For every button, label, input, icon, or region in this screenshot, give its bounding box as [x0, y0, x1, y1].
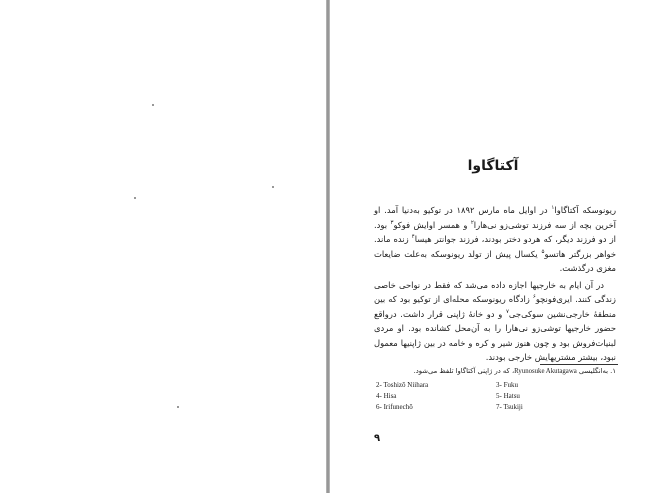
text-segment: ریونوسکه آکتاگاوا [554, 205, 616, 215]
text-segment: و دو خانهٔ ژاپنی قرار داشت. درواقع حضور خارجیها توشی‌زو نی‌هارا را به آن‌محل کشانده بود. او مردی لبنیات‌فروش بود و چون هنوز شیر و کره و خامه در بین ژاپنیها معمول نبود، بیشتر مشتریهایش خارجی بودند. [374, 308, 616, 362]
chapter-title: آکتاگاوا [467, 158, 519, 174]
footnote-1-suffix: ، که در ژاپنی آکتاگاوا تلفظ می‌شود. [413, 367, 515, 375]
footnote-ref-2: ۲ [470, 219, 474, 226]
text-segment: بود. از دو فرزند دیگر، که هردو دختر بودند، فرزند جوانتر هیسا [374, 219, 616, 244]
right-page [330, 0, 656, 493]
footnote-list [376, 380, 606, 413]
footnote-ref-3: ۳ [390, 219, 394, 226]
left-page-blank [0, 0, 326, 493]
text-segment: در اوایل ماه مارس ۱۸۹۲ در توکیو به‌دنیا آمد. او آخرین بچه از سه فرزند توشی‌زو نی‌هارا [374, 205, 616, 230]
footnote-ref-6: ۶ [532, 294, 536, 301]
footnote-ref-7: ۷ [505, 308, 509, 315]
footnote-item: 4- Hisa [376, 392, 397, 400]
text-segment: و همسر اوایش فوکو [393, 219, 471, 230]
text-segment: زنده ماند. خواهر بزرگتر هاتسو [374, 234, 616, 259]
page-number: ۹ [374, 433, 381, 444]
page-speck [177, 406, 179, 408]
footnote-item: 6- Irifunechō [376, 403, 413, 411]
body-text [374, 203, 616, 365]
footnote-ref-4: ۴ [411, 234, 415, 241]
text-segment: زادگاه ریونوسکه محله‌ای از توکیو بود که بین منطقهٔ خارجی‌نشین سوکی‌جی [374, 294, 616, 319]
paragraph-2 [374, 278, 616, 365]
footnote-item: 7- Tsukiji [496, 403, 523, 411]
footnote-item: 2- Toshizō Niihara [376, 381, 429, 389]
footnote-1-latin: Ryunosuke Akutagawa [514, 368, 577, 375]
footnote-divider [540, 364, 618, 365]
footnote-ref-5: ۵ [541, 248, 545, 255]
footnote-item: 5- Hatsu [496, 392, 520, 400]
footnote-ref-1: ۱ [551, 205, 555, 212]
page-speck [152, 104, 154, 106]
page-speck [272, 186, 274, 188]
text-segment: در آن ایام به خارجیها اجازه داده می‌شد که فقط در نواحی خاصی زندگی کنند. ایری‌فونچو [374, 279, 616, 304]
page-speck [134, 197, 136, 199]
text-segment: یکسال پیش از تولد ریونوسکه به‌علت ضایعات مغزی درگذشت. [374, 248, 616, 273]
footnote-item: 3- Fuku [496, 381, 518, 389]
paragraph-1 [374, 203, 616, 276]
footnote-1-prefix: ۱. به‌انگلیسی [578, 367, 616, 375]
footnote-1 [374, 367, 616, 376]
